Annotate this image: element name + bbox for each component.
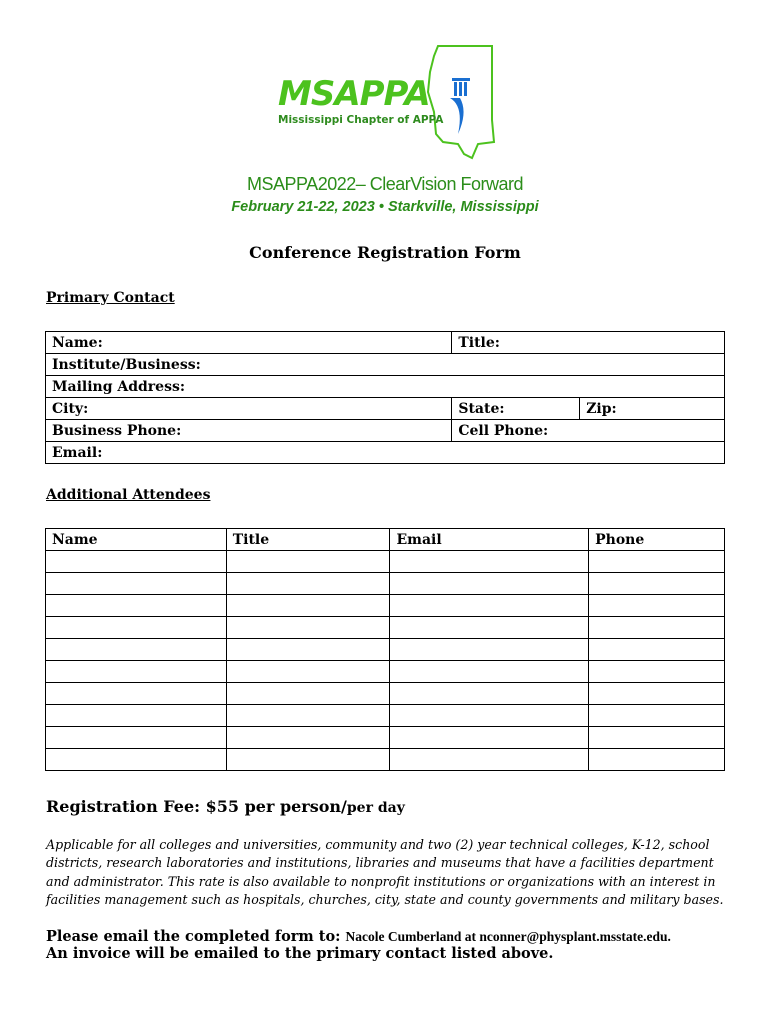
table-row — [46, 376, 725, 398]
attendee-email-cell[interactable] — [390, 683, 589, 705]
table-row — [46, 749, 725, 771]
attendee-email-cell[interactable] — [390, 551, 589, 573]
attendee-email-cell[interactable] — [390, 661, 589, 683]
mailing-address-field[interactable]: Mailing Address: — [46, 376, 725, 398]
attendee-email-cell[interactable] — [390, 749, 589, 771]
fee-suffix: per day — [346, 800, 405, 816]
submission-instructions — [46, 928, 671, 945]
attendee-email-cell[interactable] — [390, 727, 589, 749]
attendee-title-cell[interactable] — [226, 705, 390, 727]
city-field[interactable]: City: — [46, 398, 452, 420]
attendee-title-cell[interactable] — [226, 617, 390, 639]
attendee-name-cell[interactable] — [46, 683, 227, 705]
title-field[interactable]: Title: — [452, 332, 725, 354]
attendee-title-cell[interactable] — [226, 551, 390, 573]
attendee-name-cell[interactable] — [46, 639, 227, 661]
attendee-phone-cell[interactable] — [589, 683, 725, 705]
attendee-name-cell[interactable] — [46, 573, 227, 595]
table-row — [46, 639, 725, 661]
attendee-title-cell[interactable] — [226, 749, 390, 771]
attendee-title-cell[interactable] — [226, 727, 390, 749]
attendee-phone-cell[interactable] — [589, 617, 725, 639]
form-title: Conference Registration Form — [249, 243, 521, 262]
institute-field[interactable]: Institute/Business: — [46, 354, 725, 376]
attendee-phone-cell[interactable] — [589, 727, 725, 749]
table-row — [46, 420, 725, 442]
attendee-name-cell[interactable] — [46, 617, 227, 639]
attendee-name-cell[interactable] — [46, 727, 227, 749]
attendee-title-cell[interactable] — [226, 595, 390, 617]
invoice-notice: An invoice will be emailed to the primary contact listed above. — [46, 945, 554, 962]
column-header-email: Email — [390, 529, 589, 551]
attendee-phone-cell[interactable] — [589, 639, 725, 661]
attendee-name-cell[interactable] — [46, 705, 227, 727]
table-row — [46, 595, 725, 617]
additional-attendees-heading: Additional Attendees — [46, 487, 211, 503]
attendee-name-cell[interactable] — [46, 595, 227, 617]
attendee-title-cell[interactable] — [226, 639, 390, 661]
table-row — [46, 727, 725, 749]
email-field[interactable]: Email: — [46, 442, 725, 464]
cell-phone-field[interactable]: Cell Phone: — [452, 420, 725, 442]
table-row — [46, 354, 725, 376]
registration-fee — [46, 797, 405, 816]
conference-date: February 21-22, 2023 • Starkville, Mississippi — [231, 199, 539, 215]
attendee-phone-cell[interactable] — [589, 661, 725, 683]
attendee-email-cell[interactable] — [390, 573, 589, 595]
attendee-phone-cell[interactable] — [589, 705, 725, 727]
attendees-table — [45, 528, 725, 771]
name-field[interactable]: Name: — [46, 332, 452, 354]
attendee-title-cell[interactable] — [226, 573, 390, 595]
attendee-phone-cell[interactable] — [589, 749, 725, 771]
attendee-name-cell[interactable] — [46, 551, 227, 573]
table-header-row — [46, 529, 725, 551]
zip-field[interactable]: Zip: — [580, 398, 725, 420]
column-header-name: Name — [46, 529, 227, 551]
fee-label: Registration Fee: $55 per person/ — [46, 797, 347, 816]
attendee-name-cell[interactable] — [46, 661, 227, 683]
state-field[interactable]: State: — [452, 398, 580, 420]
attendee-title-cell[interactable] — [226, 661, 390, 683]
attendee-phone-cell[interactable] — [589, 551, 725, 573]
business-phone-field[interactable]: Business Phone: — [46, 420, 452, 442]
attendee-phone-cell[interactable] — [589, 595, 725, 617]
column-header-title: Title — [226, 529, 390, 551]
table-row — [46, 683, 725, 705]
email-contact[interactable]: Nacole Cumberland at nconner@physplant.msstate.edu. — [345, 929, 671, 944]
conference-title: MSAPPA2022– ClearVision Forward — [247, 174, 523, 194]
table-row — [46, 617, 725, 639]
table-row — [46, 332, 725, 354]
table-row — [46, 551, 725, 573]
table-row — [46, 398, 725, 420]
email-instruction-prefix: Please email the completed form to: — [46, 928, 346, 945]
column-header-phone: Phone — [589, 529, 725, 551]
eligibility-note: Applicable for all colleges and universities, community and two (2) year technical colleges, K-12, school districts, research laboratories and institutions, libraries and museums that have a facilities department and administrator. This rate is also available to nonprofit institutions or organizations with an interest in facilities management such as hospitals, churches, city, state and county governments and military bases. — [46, 837, 724, 907]
attendee-email-cell[interactable] — [390, 639, 589, 661]
attendee-email-cell[interactable] — [390, 595, 589, 617]
primary-contact-table — [45, 331, 725, 464]
logo-subtitle: Mississippi Chapter of APPA — [278, 114, 444, 126]
attendee-title-cell[interactable] — [226, 683, 390, 705]
primary-contact-heading: Primary Contact — [46, 290, 175, 306]
table-row — [46, 661, 725, 683]
attendee-email-cell[interactable] — [390, 617, 589, 639]
table-row — [46, 442, 725, 464]
table-row — [46, 705, 725, 727]
logo-wordmark: MSAPPA — [278, 74, 430, 114]
attendee-phone-cell[interactable] — [589, 573, 725, 595]
msappa-logo — [268, 42, 508, 164]
table-row — [46, 573, 725, 595]
attendee-email-cell[interactable] — [390, 705, 589, 727]
attendee-name-cell[interactable] — [46, 749, 227, 771]
